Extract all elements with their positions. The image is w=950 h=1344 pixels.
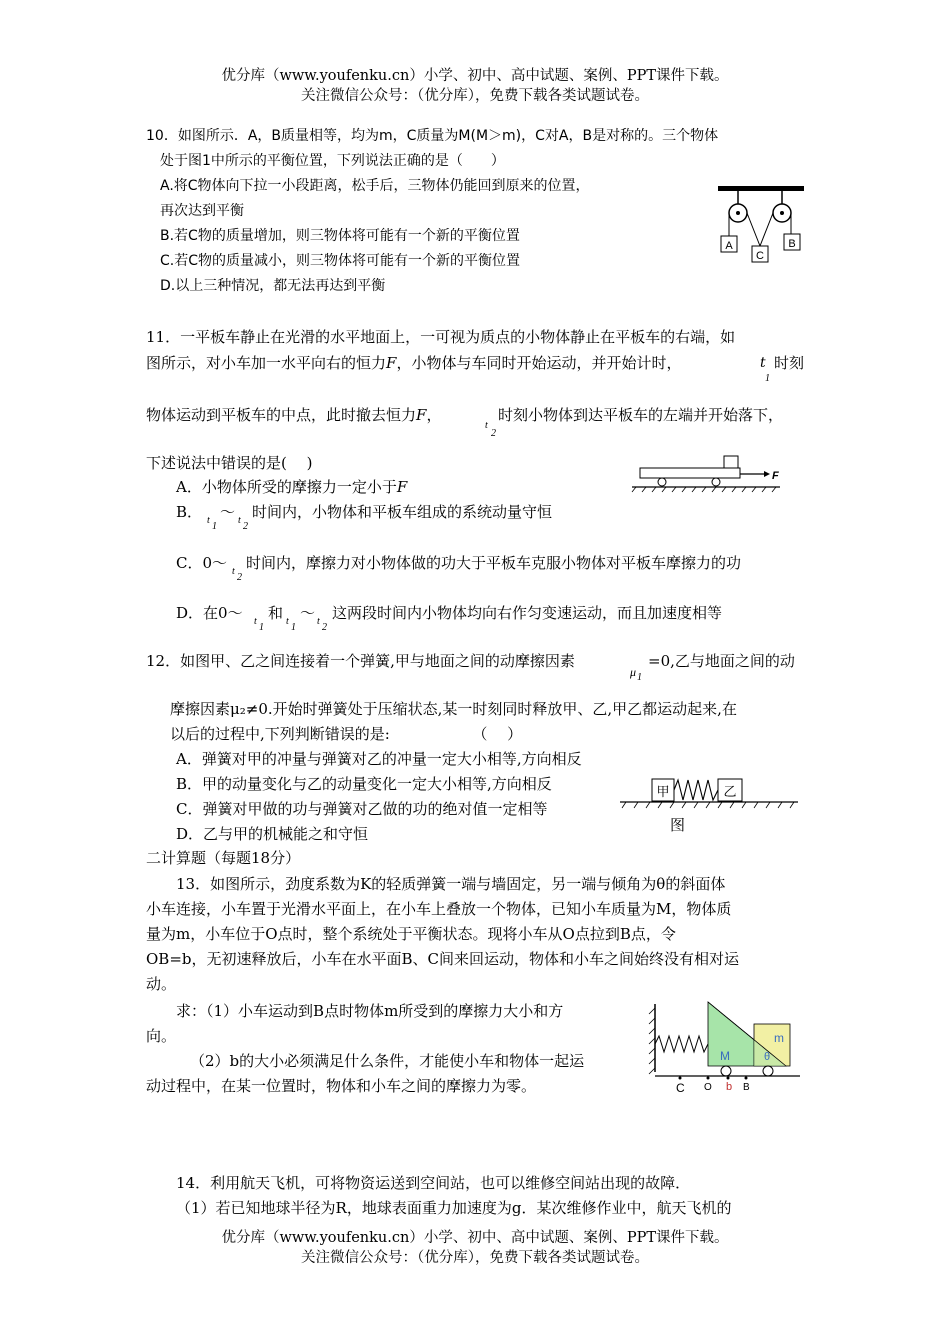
- q12-option-c: C．弹簧对甲做的功与弹簧对乙做的功的绝对值一定相等: [176, 800, 548, 818]
- label-M: M: [720, 1049, 730, 1063]
- q12-line-3: 以后的过程中,下列判断错误的是: （ ）: [170, 725, 523, 743]
- force-f-3: F: [396, 478, 408, 496]
- q11-line-3: [146, 404, 441, 426]
- q11-line-3-b: ，: [426, 406, 442, 424]
- q10-line-2: 处于图1中所示的平衡位置，下列说法正确的是（ ）: [160, 153, 505, 169]
- q11-line-2-end: 时刻: [774, 354, 805, 372]
- mu1-symbol: μ: [630, 665, 637, 679]
- label-b: b: [726, 1081, 733, 1093]
- q13-line-5: 动。: [146, 975, 177, 993]
- q11-option-b-text: 时间内，小物体和平板车组成的系统动量守恒: [252, 503, 553, 521]
- footer-line-2: 关注微信公众号：（优分库），免费下载各类试题试卷。: [301, 1250, 649, 1266]
- c-t2-sub: 2: [237, 572, 242, 583]
- b-t2-sub: 2: [243, 521, 248, 532]
- label-m: m: [774, 1031, 784, 1045]
- q10-line-1: 10．如图所示．A，B质量相等，均为m，C质量为M(M＞m)，C对A，B是对称的。三个物体: [146, 128, 719, 144]
- flat-cart: [640, 468, 740, 478]
- label-c: C: [756, 250, 764, 262]
- q10-option-b: B.若C物的质量增加，则三物体将可能有一个新的平衡位置: [160, 228, 520, 244]
- small-block: [724, 456, 738, 468]
- force-f: F: [386, 354, 397, 372]
- q11-line-3-a: 物体运动到平板车的中点，此时撤去恒力: [146, 406, 417, 424]
- q11-line-2-b: ，小物体与车同时开始运动，并开始计时，: [396, 354, 682, 372]
- q13-incline-figure: [646, 998, 806, 1098]
- t2-symbol: t: [485, 420, 488, 431]
- label-b: B: [788, 238, 796, 250]
- q11-cart-figure: [628, 450, 788, 496]
- b-t1-sub: 1: [212, 521, 217, 532]
- footer-line-1: 优分库（www.youfenku.cn）小学、初中、高中试题、案例、PPT课件下载。: [221, 1230, 729, 1246]
- q12-spring-figure: [618, 772, 802, 812]
- q11-option-d-text: 这两段时间内小物体均向右作匀变速运动，而且加速度相等: [332, 604, 723, 622]
- q11-option-a-text: A．小物体所受的摩擦力一定小于: [176, 478, 397, 496]
- header-line-2: 关注微信公众号：（优分库），免费下载各类试题试卷。: [301, 88, 649, 104]
- q11-line-1: 11．一平板车静止在光滑的水平地面上，一可视为质点的小物体静止在平板车的右端，如: [146, 328, 736, 346]
- spring: [674, 780, 718, 800]
- label-C: C: [676, 1081, 685, 1095]
- q14-line-2: （1）若已知地球半径为R，地球表面重力加速度为g．某次维修作业中，航天飞机的: [176, 1199, 732, 1217]
- q12-option-d: D．乙与甲的机械能之和守恒: [176, 825, 369, 843]
- q13-ask-1: 求：（1）小车运动到B点时物体m所受到的摩擦力大小和方: [176, 1002, 564, 1020]
- q11-option-b-tilde: ～: [220, 503, 236, 521]
- q10-option-c: C.若C物的质量减小，则三物体将可能有一个新的平衡位置: [160, 253, 520, 269]
- t1-subscript: 1: [765, 373, 770, 384]
- q13-line-3: 量为m，小车位于O点时，整个系统处于平衡状态。现将小车从O点拉到B点，令: [146, 925, 676, 943]
- d-t1-sub: 1: [259, 622, 264, 633]
- label-yi: 乙: [723, 784, 737, 799]
- q11-option-d-tilde: ～: [300, 604, 316, 622]
- spring: [655, 1036, 708, 1052]
- q13-ask-1-cont: 向。: [146, 1027, 177, 1045]
- q13-line-1: 13．如图所示，劲度系数为K的轻质弹簧一端与墙固定，另一端与倾角为θ的斜面体: [176, 875, 726, 893]
- label-theta: θ: [764, 1051, 771, 1063]
- q13-line-2: 小车连接，小车置于光滑水平面上，在小车上叠放一个物体，已知小车质量为M，物体质: [146, 900, 732, 918]
- header-line-1: 优分库（www.youfenku.cn）小学、初中、高中试题、案例、PPT课件下载。: [221, 68, 729, 84]
- d-t1b-sub: 1: [291, 622, 296, 633]
- label-jia: 甲: [656, 784, 670, 799]
- q13-line-4: OB=b，无初速释放后，小车在水平面B、C间来回运动，物体和小车之间始终没有相对运: [146, 950, 739, 968]
- t2-subscript: 2: [491, 428, 496, 439]
- q11-line-2-a: 图所示，对小车加一水平向右的恒力: [146, 354, 387, 372]
- d-t1b: t: [286, 616, 289, 627]
- q11-option-a: [176, 476, 407, 498]
- q10-option-a: A.将C物体向下拉一小段距离，松手后，三物体仍能回到原来的位置，: [160, 178, 590, 194]
- q11-line-4: 下述说法中错误的是( ): [146, 454, 313, 472]
- label-a: A: [725, 240, 733, 252]
- q12-line-1-b: =0,乙与地面之间的动: [648, 652, 795, 670]
- q11-line-3-end: 时刻小物体到达平板车的左端并开始落下，: [498, 406, 784, 424]
- label-B: B: [743, 1082, 750, 1093]
- b-t2: t: [238, 515, 241, 526]
- q10-pulley-figure: [712, 180, 812, 270]
- q10-option-d: D.以上三种情况，都无法再达到平衡: [160, 278, 386, 294]
- q11-option-b-label: B．: [176, 503, 203, 521]
- q13-ask-2-cont: 动过程中，在某一位置时，物体和小车之间的摩擦力为零。: [146, 1077, 537, 1095]
- q12-line-1-a: 12．如图甲、乙之间连接着一个弹簧,甲与地面之间的动摩擦因素: [146, 652, 575, 670]
- t1-symbol: t: [760, 355, 766, 371]
- q13-ask-2: （2）b的大小必须满足什么条件，才能使小车和物体一起运: [190, 1052, 585, 1070]
- q14-line-1: 14．利用航天飞机，可将物资运送到空间站，也可以维修空间站出现的故障．: [176, 1174, 691, 1192]
- q11-line-2: [146, 352, 681, 374]
- label-O: O: [704, 1082, 712, 1093]
- q11-option-c-label: C．0～: [176, 554, 228, 572]
- section-2-title: 二计算题（每题18分）: [146, 849, 301, 867]
- q12-figure-caption: 图: [670, 816, 686, 834]
- q11-option-d-label: D．在0～: [176, 604, 243, 622]
- q11-option-d-and: 和: [268, 604, 284, 622]
- force-f-2: F: [416, 406, 427, 424]
- force-label: F: [772, 470, 779, 482]
- q12-line-2: 摩擦因素μ₂≠0.开始时弹簧处于压缩状态,某一时刻同时释放甲、乙,甲乙都运动起来,在: [170, 700, 737, 718]
- d-t2: t: [317, 616, 320, 627]
- ceiling-bar: [718, 186, 804, 191]
- d-t2-sub: 2: [322, 622, 327, 633]
- q12-option-a: A．弹簧对甲的冲量与弹簧对乙的冲量一定大小相等,方向相反: [176, 750, 582, 768]
- q12-option-b: B．甲的动量变化与乙的动量变化一定大小相等,方向相反: [176, 775, 552, 793]
- b-t1: t: [207, 515, 210, 526]
- q11-option-c-text: 时间内，摩擦力对小物体做的功大于平板车克服小物体对平板车摩擦力的功: [246, 554, 742, 572]
- mu1-subscript: 1: [637, 672, 642, 683]
- c-t2: t: [232, 566, 235, 577]
- q10-option-a-cont: 再次达到平衡: [160, 203, 244, 219]
- d-t1: t: [254, 616, 257, 627]
